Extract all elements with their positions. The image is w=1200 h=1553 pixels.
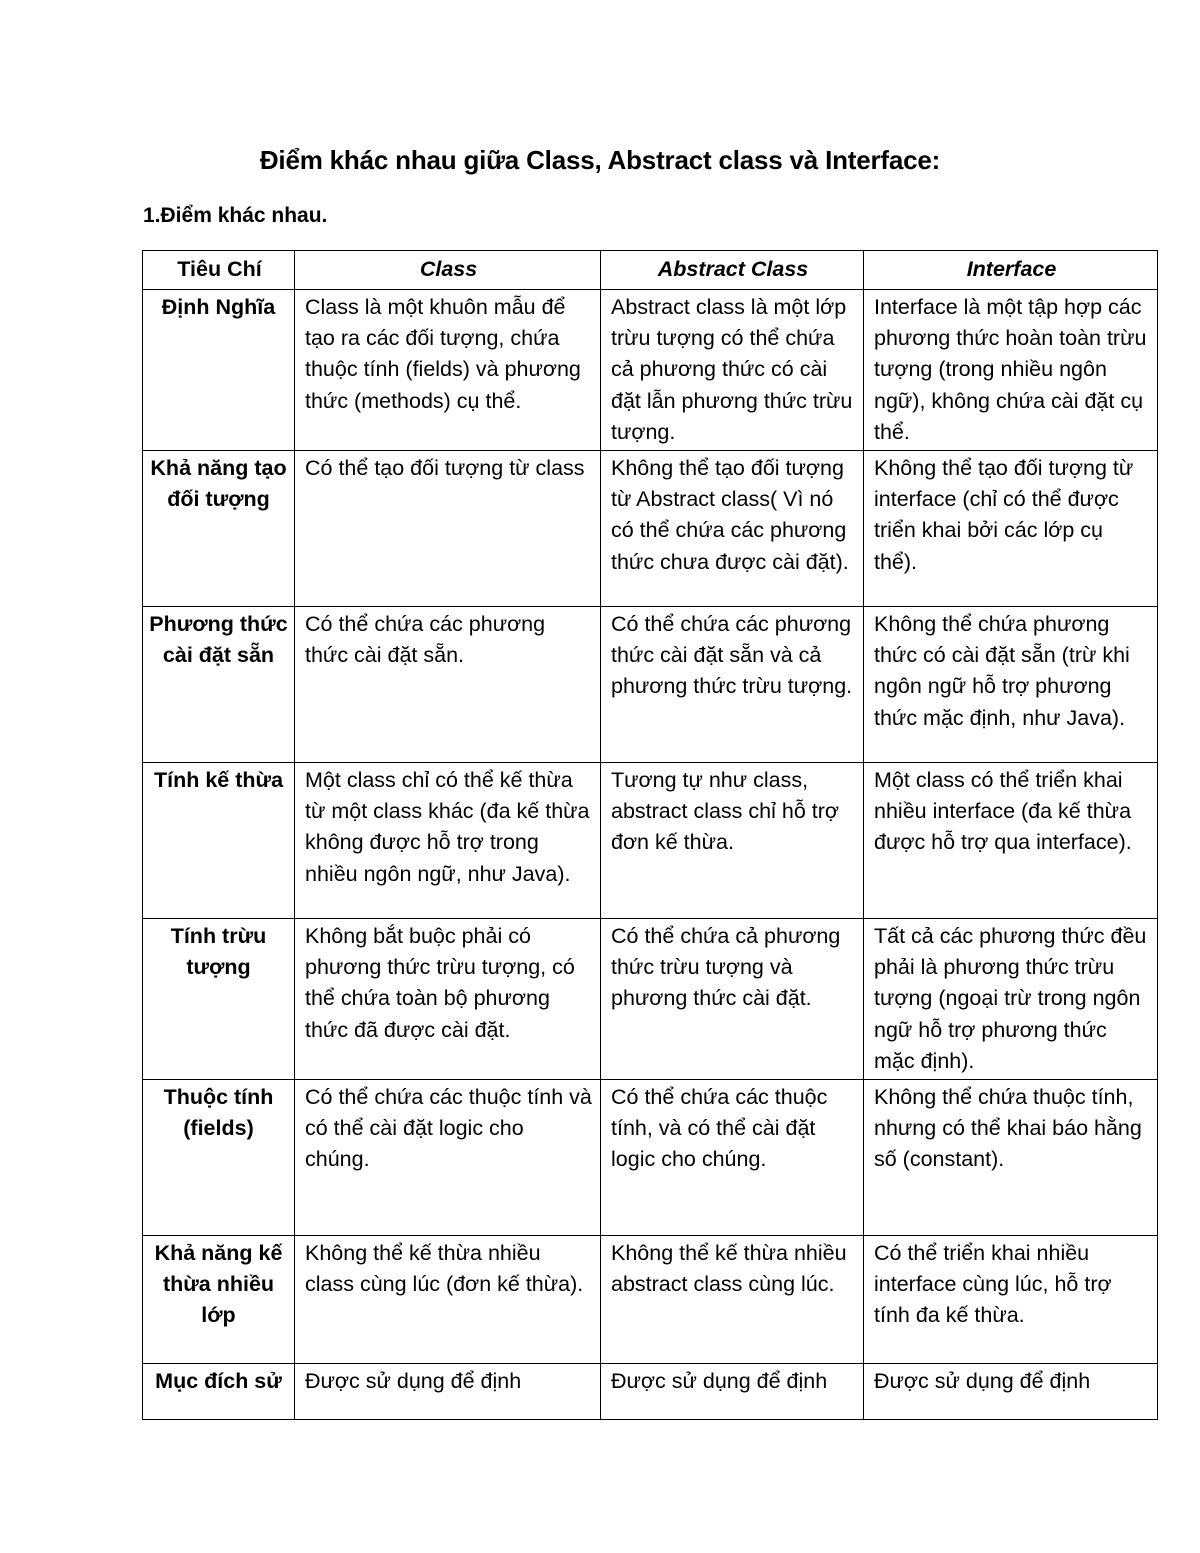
table-row — [143, 763, 1158, 919]
cell-abstract-class: Tương tự như class, abstract class chỉ hỗ trợ đơn kế thừa. — [601, 763, 864, 919]
header-interface: Interface — [864, 251, 1158, 290]
table-row — [143, 1080, 1158, 1236]
table-row — [143, 1364, 1158, 1420]
cell-abstract-class: Abstract class là một lớp trừu tượng có thể chứa cả phương thức có cài đặt lẫn phương thức trừu tượng. — [601, 290, 864, 451]
table-row — [143, 919, 1158, 1080]
cell-abstract-class: Được sử dụng để định — [601, 1364, 864, 1420]
header-abstract-class: Abstract Class — [601, 251, 864, 290]
cell-interface: Không thể chứa thuộc tính, nhưng có thể khai báo hằng số (constant). — [864, 1080, 1158, 1236]
row-criterion: Tính trừu tượng — [143, 919, 295, 1080]
cell-interface: Một class có thể triển khai nhiều interface (đa kế thừa được hỗ trợ qua interface). — [864, 763, 1158, 919]
cell-class: Có thể chứa các phương thức cài đặt sẵn. — [295, 607, 601, 763]
cell-interface: Interface là một tập hợp các phương thức hoàn toàn trừu tượng (trong nhiều ngôn ngữ), không chứa cài đặt cụ thể. — [864, 290, 1158, 451]
comparison-table — [142, 250, 1158, 1420]
table-header-row — [143, 251, 1158, 290]
table-row — [143, 290, 1158, 451]
header-class: Class — [295, 251, 601, 290]
cell-class: Có thể tạo đối tượng từ class — [295, 451, 601, 607]
cell-class: Được sử dụng để định — [295, 1364, 601, 1420]
table-row — [143, 1236, 1158, 1364]
table-row — [143, 451, 1158, 607]
row-criterion: Khả năng tạo đối tượng — [143, 451, 295, 607]
cell-interface: Tất cả các phương thức đều phải là phương thức trừu tượng (ngoại trừ trong ngôn ngữ hỗ trợ phương thức mặc định). — [864, 919, 1158, 1080]
cell-abstract-class: Có thể chứa các thuộc tính, và có thể cài đặt logic cho chúng. — [601, 1080, 864, 1236]
cell-class: Không thể kế thừa nhiều class cùng lúc (đơn kế thừa). — [295, 1236, 601, 1364]
table-row — [143, 607, 1158, 763]
cell-abstract-class: Có thể chứa cả phương thức trừu tượng và phương thức cài đặt. — [601, 919, 864, 1080]
cell-interface: Không thể chứa phương thức có cài đặt sẵn (trừ khi ngôn ngữ hỗ trợ phương thức mặc định, như Java). — [864, 607, 1158, 763]
cell-interface: Có thể triển khai nhiều interface cùng lúc, hỗ trợ tính đa kế thừa. — [864, 1236, 1158, 1364]
row-criterion: Tính kế thừa — [143, 763, 295, 919]
cell-interface: Được sử dụng để định — [864, 1364, 1158, 1420]
header-criterion: Tiêu Chí — [143, 251, 295, 290]
row-criterion: Khả năng kế thừa nhiều lớp — [143, 1236, 295, 1364]
cell-class: Một class chỉ có thể kế thừa từ một class khác (đa kế thừa không được hỗ trợ trong nhiều ngôn ngữ, như Java). — [295, 763, 601, 919]
row-criterion: Phương thức cài đặt sẵn — [143, 607, 295, 763]
cell-class: Không bắt buộc phải có phương thức trừu tượng, có thể chứa toàn bộ phương thức đã được cài đặt. — [295, 919, 601, 1080]
cell-abstract-class: Không thể tạo đối tượng từ Abstract class( Vì nó có thể chứa các phương thức chưa được cài đặt). — [601, 451, 864, 607]
row-criterion: Mục đích sử — [143, 1364, 295, 1420]
section-heading: 1.Điểm khác nhau. — [143, 204, 328, 227]
cell-class: Có thể chứa các thuộc tính và có thể cài đặt logic cho chúng. — [295, 1080, 601, 1236]
cell-class: Class là một khuôn mẫu để tạo ra các đối tượng, chứa thuộc tính (fields) và phương thức (methods) cụ thể. — [295, 290, 601, 451]
cell-interface: Không thể tạo đối tượng từ interface (chỉ có thể được triển khai bởi các lớp cụ thể). — [864, 451, 1158, 607]
cell-abstract-class: Có thể chứa các phương thức cài đặt sẵn và cả phương thức trừu tượng. — [601, 607, 864, 763]
page-title: Điểm khác nhau giữa Class, Abstract class và Interface: — [259, 145, 941, 175]
row-criterion: Thuộc tính (fields) — [143, 1080, 295, 1236]
cell-abstract-class: Không thể kế thừa nhiều abstract class cùng lúc. — [601, 1236, 864, 1364]
row-criterion: Định Nghĩa — [143, 290, 295, 451]
